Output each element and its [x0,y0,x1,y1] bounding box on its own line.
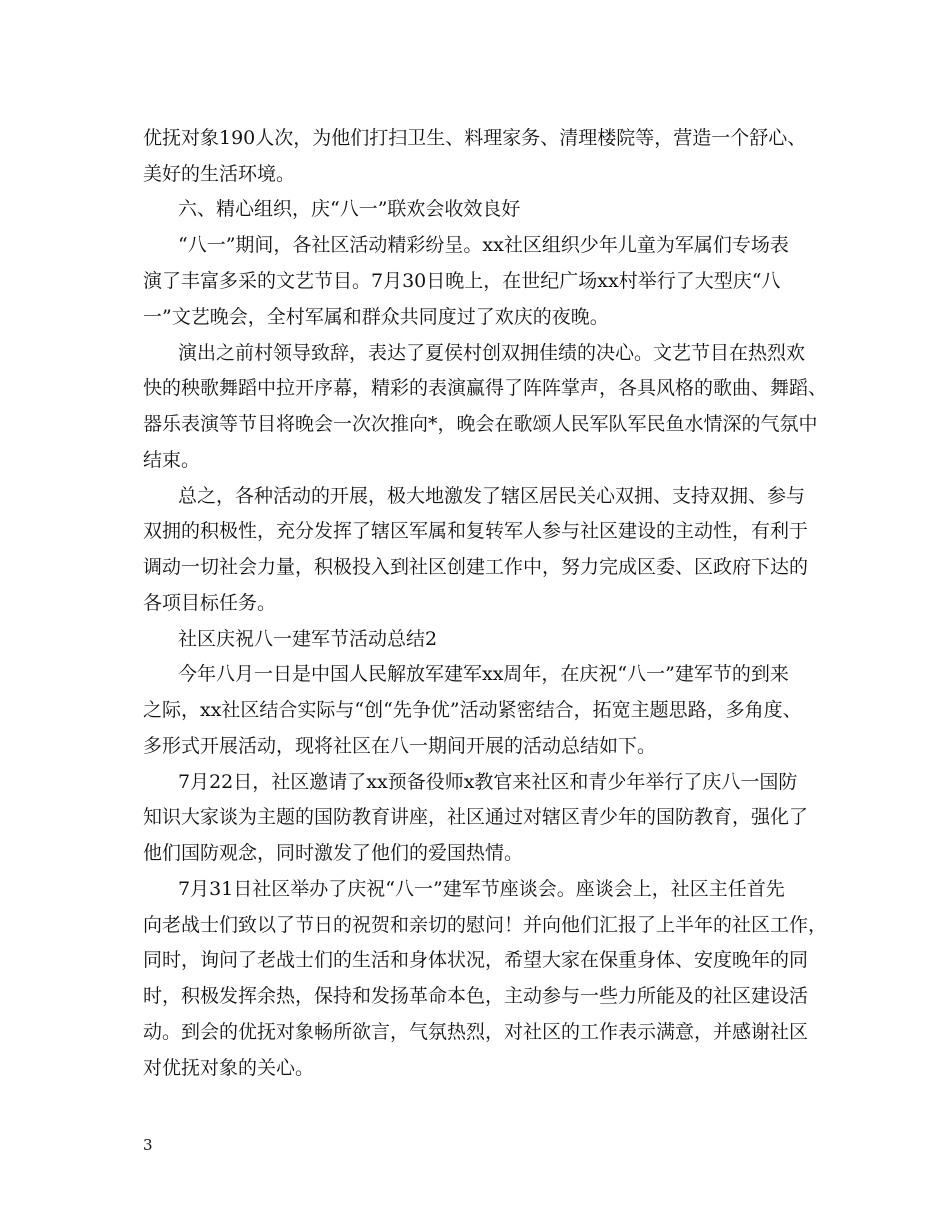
body-text-line: 多形式开展活动，现将社区在八一期间开展的活动总结如下。 [143,735,657,757]
body-text-line: 演了丰富多采的文艺节目。7月30日晚上，在世纪广场xx村举行了大型庆“八 [143,270,781,292]
body-text-line: “八一”期间，各社区活动精彩纷呈。xx社区组织少年儿童为军属们专场表 [178,234,789,256]
body-text-line: 总之，各种活动的开展，极大地激发了辖区居民关心双拥、支持双拥、参与 [178,485,806,507]
body-text-line: 向老战士们致以了节日的祝贺和亲切的慰问！并向他们汇报了上半年的社区工作， [143,914,828,936]
body-text-line: 调动一切社会力量，积极投入到社区创建工作中，努力完成区委、区政府下达的 [143,556,809,578]
body-text-line: 结束。 [143,449,201,471]
body-text-line: 优抚对象190人次，为他们打扫卫生、料理家务、清理楼院等，营造一个舒心、 [143,127,807,149]
body-text-line: 今年八月一日是中国人民解放军建军xx周年，在庆祝“八一”建军节的到来 [178,663,789,685]
body-text-line: 演出之前村领导致辞，表达了夏侯村创双拥佳绩的决心。文艺节目在热烈欢 [178,342,806,364]
body-text-line: 各项目标任务。 [143,592,277,614]
body-text-line: 美好的生活环境。 [143,163,296,185]
section-heading: 六、精心组织，庆“八一”联欢会收效良好 [178,198,521,220]
body-text-line: 同时，询问了老战士们的生活和身体状况，希望大家在保重身体、安度晚年的同 [143,949,809,971]
page-number: 3 [143,1136,153,1154]
body-text-line: 7月22日，社区邀请了xx预备役师x教官来社区和青少年举行了庆八一国防 [178,771,798,793]
body-text-line: 双拥的积极性，充分发挥了辖区军属和复转军人参与社区建设的主动性，有利于 [143,520,809,542]
body-text-line: 器乐表演等节目将晚会一次次推向*，晚会在歌颂人民军队军民鱼水情深的气氛中 [143,413,818,435]
body-text-line: 他们国防观念，同时激发了他们的爱国热情。 [143,842,524,864]
body-text-line: 时，积极发挥余热，保持和发扬革命本色，主动参与一些力所能及的社区建设活 [143,985,809,1007]
body-text-line: 一”文艺晚会，全村军属和群众共同度过了欢庆的夜晚。 [143,306,609,328]
body-text-line: 之际，xx社区结合实际与“创“先争优”活动紧密结合，拓宽主题思路，多角度、 [143,699,802,721]
body-text-line: 动。到会的优抚对象畅所欲言，气氛热烈，对社区的工作表示满意，并感谢社区 [143,1021,809,1043]
body-text-line: 快的秧歌舞蹈中拉开序幕，精彩的表演赢得了阵阵掌声，各具风格的歌曲、舞蹈、 [143,377,828,399]
body-text-line: 7月31日社区举办了庆祝“八一”建军节座谈会。座谈会上，社区主任首先 [178,878,785,900]
body-text-line: 对优抚对象的关心。 [143,1057,315,1079]
section-heading: 社区庆祝八一建军节活动总结2 [178,628,438,650]
body-text-line: 知识大家谈为主题的国防教育讲座，社区通过对辖区青少年的国防教育，强化了 [143,806,809,828]
